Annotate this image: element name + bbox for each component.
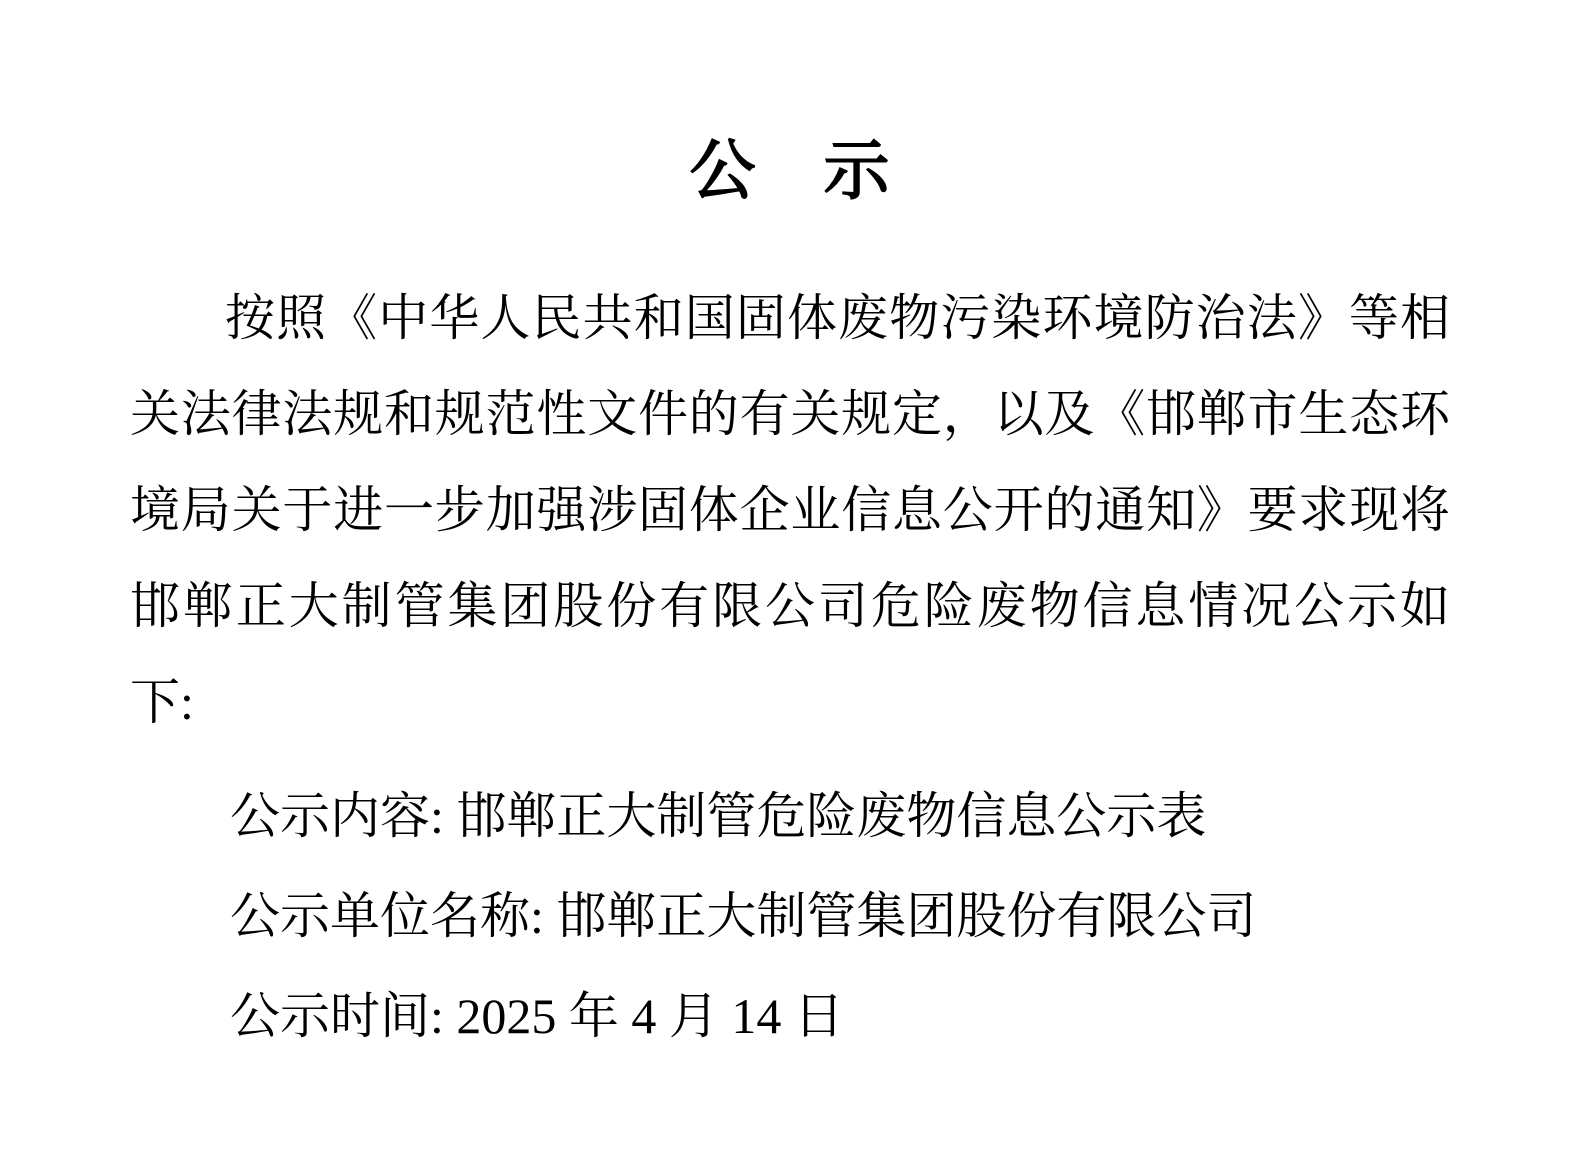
paragraph-line-4: 邯郸正大制管集团股份有限公司危险废物信息情况公示如 <box>130 578 1450 634</box>
notice-content-line: 公示内容: 邯郸正大制管危险废物信息公示表 <box>230 788 1207 844</box>
notice-details <box>130 766 1450 1066</box>
notice-unit-name-line: 公示单位名称: 邯郸正大制管集团股份有限公司 <box>230 888 1257 944</box>
document-title <box>130 136 1450 208</box>
document-title-text: 公 示 <box>689 135 891 208</box>
paragraph-line-3: 境局关于进一步加强涉固体企业信息公开的通知》要求现将 <box>130 482 1450 538</box>
notice-body-paragraph <box>130 270 1450 750</box>
paragraph-line-5: 下: <box>130 674 194 730</box>
notice-date-line: 公示时间: 2025 年 4 月 14 日 <box>230 988 844 1044</box>
paragraph-line-1: 按照《中华人民共和国固体废物污染环境防治法》等相 <box>225 290 1450 346</box>
paragraph-line-2: 关法律法规和规范性文件的有关规定，以及《邯郸市生态环 <box>130 386 1450 442</box>
